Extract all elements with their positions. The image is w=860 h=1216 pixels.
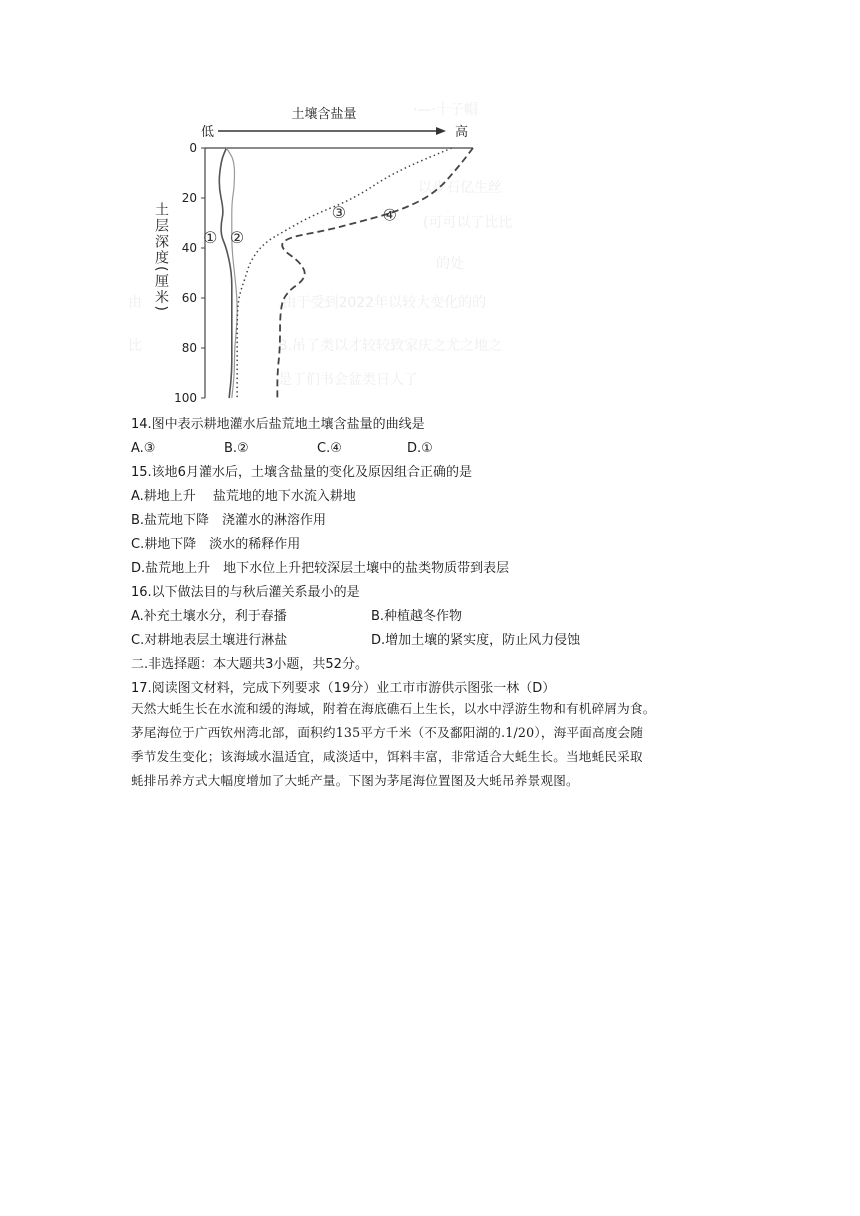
q15-option-a[interactable]: A.耕地上升 盐荒地的地下水流入耕地	[131, 489, 356, 504]
x-axis-arrowhead	[436, 127, 446, 135]
question-14-options	[131, 440, 433, 458]
svg-text:的处: 的处	[436, 256, 464, 272]
series-label-2: ②	[229, 228, 245, 247]
y-ticks	[174, 141, 205, 405]
question-15-stem: 15.该地6月灌水后，土壤含盐量的变化及原因组合正确的是	[131, 465, 472, 480]
passage-line-2: 茅尾海位于广西钦州湾北部，面积约135平方千米（不及鄱阳湖的.1/20），海平面高度会随	[131, 725, 644, 740]
series-line-1	[219, 148, 232, 398]
y-axis-title: 土层深度(厘米)	[153, 202, 169, 313]
y-tick-label: 40	[181, 241, 197, 255]
svg-text:.由于受到2022年以较大变化的的: .由于受到2022年以较大变化的的	[278, 295, 487, 311]
q16-options-row-1	[131, 608, 462, 626]
svg-text:是丁们书会盆类日人了: 是丁们书会盆类日人了	[278, 372, 418, 388]
chart-canvas	[128, 92, 548, 408]
q14-option-b[interactable]: B.②	[224, 441, 249, 456]
q15-option-d[interactable]: D.盐荒地上升 地下水位上升把较深层土壤中的盐类物质带到表层	[131, 561, 510, 576]
y-tick-label: 0	[189, 141, 197, 155]
q14-option-c[interactable]: C.④	[317, 441, 342, 456]
y-tick-label: 80	[181, 341, 197, 355]
q15-option-b[interactable]: B.盐荒地下降 浇灌水的淋溶作用	[131, 513, 327, 528]
series-label-4: ④	[382, 205, 397, 225]
q16-option-c[interactable]: C.对耕地表层土壤进行淋盐	[131, 633, 288, 648]
question-17-stem: 17.阅读图文材料，完成下列要求（19分）业工市市游供示图张一林（D）	[131, 681, 556, 696]
q16-option-d[interactable]: D.增加土壤的紧实度，防止风力侵蚀	[371, 633, 581, 648]
svg-text:(可可以了比比: (可可以了比比	[423, 215, 513, 231]
passage-line-1: 天然大蚝生长在水流和缓的海域，附着在海底礁石上生长，以水中浮游生物和有机碎屑为食。	[131, 701, 656, 716]
svg-text:由: 由	[128, 295, 142, 311]
x-axis-low-label: 低	[201, 125, 215, 140]
y-tick-label: 20	[181, 191, 197, 205]
passage-line-4: 蚝排吊养方式大幅度增加了大蚝产量。下图为茅尾海位置图及大蚝吊养景观图。	[131, 773, 579, 788]
q15-option-c[interactable]: C.耕地下降 淡水的稀释作用	[131, 537, 301, 552]
series-label-3: ③	[331, 203, 346, 222]
y-tick-label: 60	[181, 291, 197, 305]
q17-passage	[131, 697, 731, 793]
svg-text:以步石亿生丝: 以步石亿生丝	[418, 180, 502, 196]
q16-option-b[interactable]: B.种植越冬作物	[371, 609, 463, 624]
svg-text:比: 比	[128, 338, 142, 354]
x-axis-title: 土壤含盐量	[291, 107, 357, 122]
q16-option-a[interactable]: A.补充土壤水分，利于春播	[131, 609, 287, 624]
x-axis-high-label: 高	[455, 125, 469, 140]
question-14-stem: 14.图中表示耕地灌水后盐荒地土壤含盐量的曲线是	[131, 417, 425, 432]
y-tick-label: 100	[174, 391, 197, 405]
svg-text:B.吊了类以才较较致家庆之尤之地之: B.吊了类以才较较致家庆之尤之地之	[278, 338, 503, 354]
q14-option-a[interactable]: A.③	[131, 441, 156, 456]
q16-options-row-2	[131, 632, 580, 650]
series-label-1: ①	[203, 228, 218, 247]
question-16-stem: 16.以下做法目的与秋后灌关系最小的是	[131, 585, 360, 600]
svg-text:·—·十子帽: ·—·十子帽	[413, 102, 478, 118]
section-heading: 二.非选择题：本大题共3小题，共52分。	[131, 657, 368, 672]
passage-line-3: 季节发生变化；该海域水温适宜，咸淡适中，饵料丰富，非常适合大蚝生长。当地蚝民采取	[131, 749, 643, 764]
q14-option-d[interactable]: D.①	[407, 441, 433, 456]
soil-salinity-chart	[128, 92, 548, 408]
